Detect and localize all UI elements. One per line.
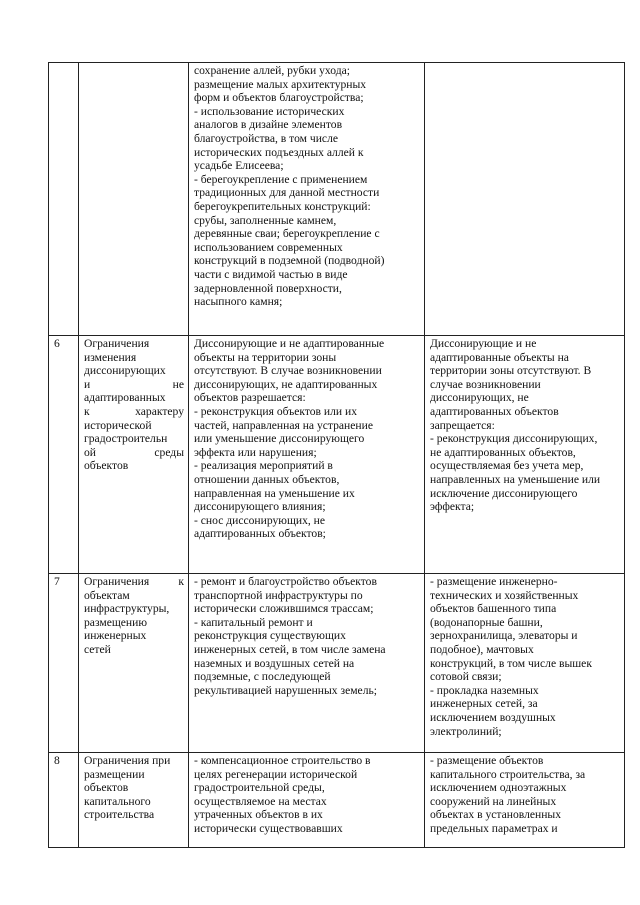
text-line: запрещается: (430, 418, 495, 432)
text-line: сохранение аллей, рубки ухода; (194, 64, 350, 77)
name-word: размещении (84, 767, 145, 781)
name-line (84, 589, 184, 603)
text-line: усадьбе Елисеева; (194, 159, 284, 173)
text-line: исторических подъездных аллей к (194, 145, 364, 159)
text-line: сотовой связи; (430, 670, 502, 684)
restrictions-table (48, 62, 625, 848)
name-word: характеру (135, 404, 184, 418)
text-line: - использование исторических (194, 104, 345, 118)
text-line: адаптированных объектов; (194, 527, 326, 541)
name-word: Ограничения (84, 575, 150, 588)
text-line: диссонирующих, не (430, 391, 529, 405)
cell-number: 6 (49, 336, 79, 574)
text-line: сооружений на линейных (430, 794, 557, 808)
cell-name (79, 753, 189, 848)
text-line: диссонирующего влияния; (194, 500, 326, 514)
text-line: утраченных объектов в их (194, 808, 323, 822)
text-line: случае возникновении (430, 377, 541, 391)
cell-name (79, 336, 189, 574)
cell-forbidden (425, 574, 625, 753)
cell-allowed (189, 336, 425, 574)
name-line (84, 364, 184, 378)
text-line: Диссонирующие и не адаптированные (194, 337, 385, 350)
text-line: транспортной инфраструктуры по (194, 588, 363, 602)
name-word: Ограничения (84, 337, 150, 350)
cell-allowed (189, 753, 425, 848)
text-line: адаптированные объекты на (430, 350, 569, 364)
name-line (84, 795, 184, 809)
cell-forbidden (425, 753, 625, 848)
text-line: направленная на уменьшение их (194, 486, 355, 500)
name-line (84, 459, 184, 473)
text-line: - размещение объектов (430, 754, 544, 767)
text-line: аналогов в дизайне элементов (194, 118, 343, 132)
text-line: насыпного камня; (194, 295, 283, 309)
name-line (84, 616, 184, 630)
name-line (84, 643, 184, 657)
name-word: изменения (84, 350, 137, 364)
text-line: - ремонт и благоустройство объектов (194, 575, 377, 588)
text-line: части с видимой частью в виде (194, 267, 348, 281)
name-line (84, 629, 184, 643)
table-row (49, 336, 625, 574)
text-line: размещение малых архитектурных (194, 77, 367, 91)
text-line: деревянные сваи; берегоукрепление с (194, 227, 380, 241)
name-line (84, 405, 184, 419)
text-line: срубы, заполненные камнем, (194, 213, 337, 227)
cell-name (79, 574, 189, 753)
text-line: - берегоукрепление с применением (194, 172, 368, 186)
text-line: Диссонирующие и не (430, 337, 537, 350)
text-line: - реализация мероприятий в (194, 459, 333, 473)
cell-number (49, 63, 79, 336)
name-word: размещению (84, 615, 147, 629)
cell-name (79, 63, 189, 336)
text-line: - размещение инженерно- (430, 575, 558, 588)
text-line: адаптированных объектов (430, 404, 559, 418)
table-row-continuation (49, 63, 625, 336)
cell-forbidden (425, 63, 625, 336)
text-line: технических и хозяйственных (430, 588, 579, 602)
text-line: электролиний; (430, 724, 502, 738)
text-line: исторически существовавших (194, 821, 343, 835)
text-line: градостроительной среды, (194, 781, 325, 795)
text-line: подземные, с последующей (194, 670, 331, 684)
name-word: капитального (84, 794, 151, 808)
name-line (84, 446, 184, 460)
name-word: инженерных (84, 629, 147, 643)
name-word: к (84, 404, 90, 418)
text-line: исключением воздушных (430, 710, 556, 724)
text-line: подобное), мачтовых (430, 642, 534, 656)
text-line: капитального строительства, за (430, 767, 586, 781)
name-line (84, 378, 184, 392)
name-word: исторической (84, 418, 152, 432)
text-line: использованием современных (194, 240, 343, 254)
cell-forbidden (425, 336, 625, 574)
cell-number: 7 (49, 574, 79, 753)
text-line: диссонирующих, не адаптированных (194, 377, 378, 391)
text-line: - компенсационное строительство в (194, 754, 371, 767)
name-word: объектам (84, 588, 130, 602)
name-line (84, 337, 184, 351)
name-word: инфраструктуры, (84, 602, 170, 616)
name-word: строительства (84, 808, 155, 822)
name-line (84, 781, 184, 795)
text-line: - реконструкция диссонирующих, (430, 432, 598, 446)
text-line: конструкций в подземной (подводной) (194, 254, 385, 268)
name-line (84, 575, 184, 589)
text-line: частей, направленная на устранение (194, 418, 373, 432)
text-line: направленных на уменьшение или (430, 472, 601, 486)
cell-allowed (189, 63, 425, 336)
name-line (84, 754, 184, 768)
text-line: исключение диссонирующего (430, 486, 578, 500)
name-word: Ограничения при (84, 754, 171, 767)
name-word: диссонирующих (84, 364, 166, 378)
text-line: берегоукрепительных конструкций: (194, 199, 371, 213)
name-line (84, 602, 184, 616)
text-line: наземных и воздушных сетей на (194, 656, 355, 670)
name-word: сетей (84, 642, 111, 656)
text-line: традиционных для данной местности (194, 186, 380, 200)
name-word: к (178, 575, 184, 588)
text-line: инженерных сетей, за (430, 697, 538, 711)
name-word: объектов (84, 781, 129, 795)
text-line: реконструкция существующих (194, 629, 346, 643)
text-line: объектов башенного типа (430, 602, 557, 616)
text-line: эффекта или нарушения; (194, 445, 317, 459)
cell-number: 8 (49, 753, 79, 848)
text-line: предельных параметрах и (430, 821, 558, 835)
text-line: осуществляемое на местах (194, 794, 327, 808)
text-line: зернохранилища, элеваторы и (430, 629, 578, 643)
text-line: целях регенерации исторической (194, 767, 358, 781)
text-line: эффекта; (430, 500, 475, 514)
name-word: объектов (84, 459, 129, 473)
name-line (84, 432, 184, 446)
name-line (84, 351, 184, 365)
text-line: - реконструкция объектов или их (194, 404, 358, 418)
text-line: рекультивацией нарушенных земель; (194, 683, 377, 697)
name-word: адаптированных (84, 391, 166, 405)
name-word: и (84, 377, 91, 391)
text-line: объектов разрешается: (194, 391, 306, 405)
name-word: градостроительн (84, 432, 168, 446)
name-word: среды (154, 445, 184, 459)
name-word: ой (84, 445, 97, 459)
text-line: - капитальный ремонт и (194, 615, 313, 629)
text-line: исключением одноэтажных (430, 781, 567, 795)
name-word: не (172, 377, 184, 391)
text-line: конструкций, в том числе вышек (430, 656, 592, 670)
text-line: форм и объектов благоустройства; (194, 91, 364, 105)
text-line: не адаптированных объектов, (430, 445, 576, 459)
table-row (49, 574, 625, 753)
name-line (84, 391, 184, 405)
text-line: объекты на территории зоны (194, 350, 337, 364)
name-line (84, 768, 184, 782)
name-line (84, 419, 184, 433)
text-line: или уменьшение диссонирующего (194, 432, 365, 446)
table-row (49, 753, 625, 848)
name-line (84, 808, 184, 822)
cell-allowed (189, 574, 425, 753)
text-line: отсутствуют. В случае возникновении (194, 364, 382, 378)
text-line: территории зоны отсутствуют. В (430, 364, 592, 378)
text-line: инженерных сетей, в том числе замена (194, 642, 386, 656)
text-line: - прокладка наземных (430, 683, 539, 697)
text-line: осуществляемая без учета мер, (430, 459, 584, 473)
text-line: объектах в установленных (430, 808, 561, 822)
text-line: исторически сложившимся трассам; (194, 602, 374, 616)
text-line: благоустройства, в том числе (194, 131, 338, 145)
text-line: - снос диссонирующих, не (194, 513, 326, 527)
text-line: задерновленной поверхности, (194, 281, 342, 295)
text-line: (водонапорные башни, (430, 615, 543, 629)
text-line: отношении данных объектов, (194, 472, 340, 486)
